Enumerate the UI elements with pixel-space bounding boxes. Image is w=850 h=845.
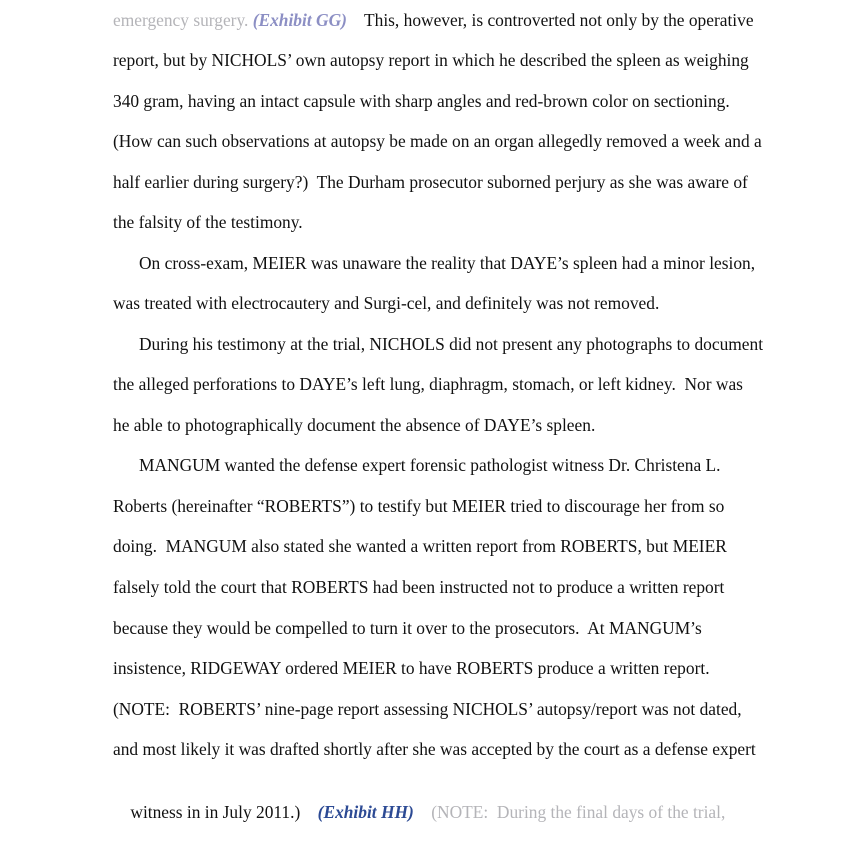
text-line-6: the falsity of the testimony. xyxy=(113,212,303,232)
text-line-10: the alleged perforations to DAYE’s left lung, diaphragm, stomach, or left kidney. Nor was xyxy=(113,374,743,394)
faded-text: (NOTE: During the final days of the trial, xyxy=(413,802,726,822)
text-line-15: falsely told the court that ROBERTS had been instructed not to produce a written report xyxy=(113,577,725,597)
exhibit-gg-link[interactable]: (Exhibit GG) xyxy=(252,10,347,30)
paragraph-start-testimony: During his testimony at the trial, NICHOLS did not present any photographs to document xyxy=(139,334,764,354)
text-line-3: 340 gram, having an intact capsule with sharp angles and red-brown color on sectioning. xyxy=(113,91,730,111)
text-line-13: Roberts (hereinafter “ROBERTS”) to testify but MEIER tried to discourage her from so xyxy=(113,496,725,516)
text-line-2: report, but by NICHOLS’ own autopsy report in which he described the spleen as weighing xyxy=(113,50,749,70)
paragraph-start-cross-exam: On cross-exam, MEIER was unaware the reality that DAYE’s spleen had a minor lesion, xyxy=(139,253,756,273)
text-line-19: and most likely it was drafted shortly after she was accepted by the court as a defense expert xyxy=(113,739,756,759)
text-line-4: (How can such observations at autopsy be made on an organ allegedly removed a week and a xyxy=(113,131,762,151)
exhibit-hh-link[interactable]: (Exhibit HH) xyxy=(317,802,414,822)
faded-text: emergency surgery. xyxy=(113,10,253,30)
text-line-1 xyxy=(113,9,754,31)
text-line-8: was treated with electrocautery and Surgi-cel, and definitely was not removed. xyxy=(113,293,660,313)
text-line-17: insistence, RIDGEWAY ordered MEIER to have ROBERTS produce a written report. xyxy=(113,658,710,678)
paragraph-start-mangum: MANGUM wanted the defense expert forensic pathologist witness Dr. Christena L. xyxy=(139,455,721,475)
text-line-18: (NOTE: ROBERTS’ nine-page report assessing NICHOLS’ autopsy/report was not dated, xyxy=(113,699,742,719)
text-line-16: because they would be compelled to turn it over to the prosecutors. At MANGUM’s xyxy=(113,618,702,638)
body-text: witness in in July 2011.) xyxy=(130,802,318,822)
body-text: This, however, is controverted not only by the operative xyxy=(346,10,754,30)
text-line-5: half earlier during surgery?) The Durham prosecutor suborned perjury as she was aware of xyxy=(113,172,748,192)
text-line-20 xyxy=(113,779,726,822)
text-line-11: he able to photographically document the absence of DAYE’s spleen. xyxy=(113,415,596,435)
text-line-14: doing. MANGUM also stated she wanted a written report from ROBERTS, but MEIER xyxy=(113,536,727,556)
